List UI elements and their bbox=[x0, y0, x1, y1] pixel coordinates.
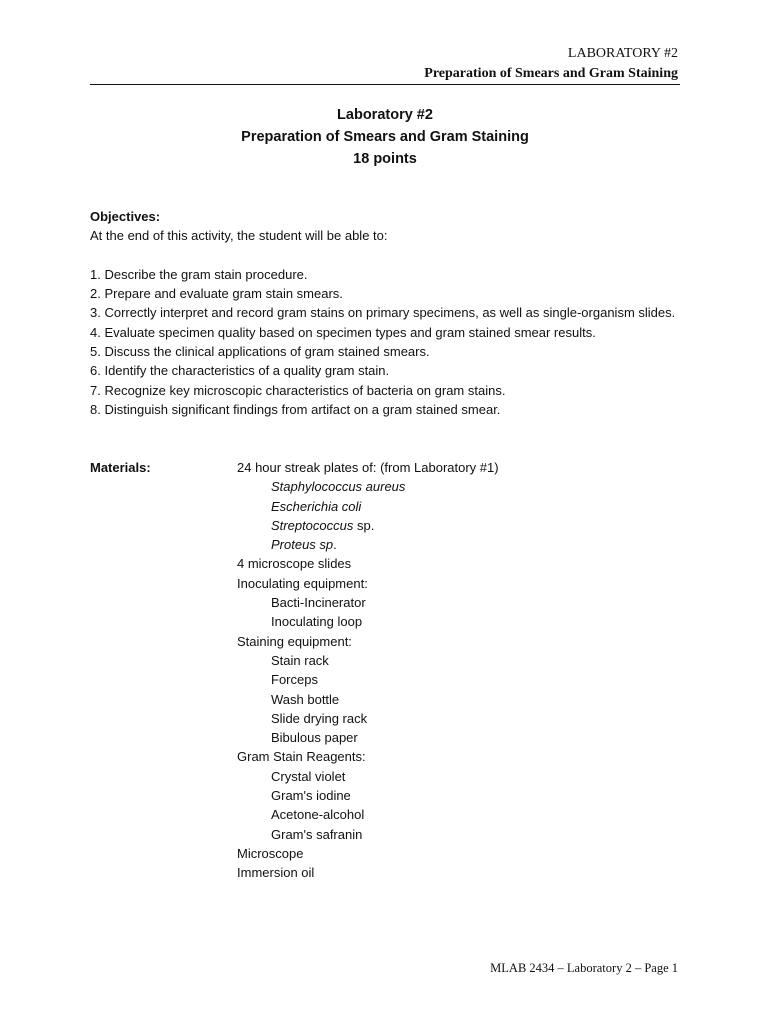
organism-suffix: sp. bbox=[353, 517, 375, 533]
title-points: 18 points bbox=[353, 151, 417, 167]
inoculating-item: Inoculating loop bbox=[271, 614, 363, 630]
page-footer: MLAB 2434 – Laboratory 2 – Page 1 bbox=[490, 961, 678, 975]
objective-item: 5. Discuss the clinical applications of gram stained smears. bbox=[90, 344, 430, 360]
header-rule bbox=[90, 84, 680, 85]
title-block bbox=[90, 104, 680, 170]
header-lab-number: LABORATORY #2 bbox=[567, 46, 678, 61]
organism-item bbox=[237, 477, 677, 496]
objective-item: 2. Prepare and evaluate gram stain smears. bbox=[90, 286, 343, 302]
organism-suffix: . bbox=[333, 537, 337, 553]
slides-item: 4 microscope slides bbox=[237, 556, 352, 572]
objectives-section bbox=[90, 207, 690, 419]
reagent-item: Gram's safranin bbox=[271, 826, 363, 842]
streak-plates-item: 24 hour streak plates of: (from Laboratory #1) bbox=[237, 460, 499, 475]
immersion-oil-item: Immersion oil bbox=[237, 865, 315, 881]
objective-item: 1. Describe the gram stain procedure. bbox=[90, 266, 308, 282]
reagent-item: Crystal violet bbox=[271, 768, 346, 784]
organism-item bbox=[237, 497, 677, 516]
running-header bbox=[424, 44, 678, 84]
organism-item bbox=[237, 535, 677, 554]
organism-name: Streptococcus bbox=[271, 517, 354, 533]
staining-item: Wash bottle bbox=[271, 691, 340, 707]
title-lab-name: Preparation of Smears and Gram Staining bbox=[241, 129, 529, 145]
objective-item: 8. Distinguish significant findings from artifact on a gram stained smear. bbox=[90, 401, 501, 417]
organism-name: Staphylococcus aureus bbox=[271, 479, 406, 495]
materials-label: Materials: bbox=[90, 460, 151, 475]
reagents-heading: Gram Stain Reagents: bbox=[237, 749, 366, 765]
materials-list bbox=[237, 458, 677, 883]
organism-name: Escherichia coli bbox=[271, 498, 362, 514]
objective-item: 4. Evaluate specimen quality based on specimen types and gram stained smear results. bbox=[90, 324, 596, 340]
microscope-item: Microscope bbox=[237, 845, 304, 861]
spacer bbox=[90, 246, 690, 265]
objective-item: 6. Identify the characteristics of a quality gram stain. bbox=[90, 363, 390, 379]
staining-item: Stain rack bbox=[271, 652, 329, 668]
inoculating-item: Bacti-Incinerator bbox=[271, 595, 366, 611]
staining-item: Forceps bbox=[271, 672, 318, 688]
inoculating-heading: Inoculating equipment: bbox=[237, 575, 368, 591]
title-lab-number: Laboratory #2 bbox=[337, 107, 433, 123]
organism-name: Proteus sp bbox=[271, 537, 334, 553]
objective-item: 7. Recognize key microscopic characteristics of bacteria on gram stains. bbox=[90, 382, 506, 398]
reagent-item: Acetone-alcohol bbox=[271, 807, 365, 823]
objective-item: 3. Correctly interpret and record gram stains on primary specimens, as well as single-organism slides. bbox=[90, 305, 676, 321]
objectives-intro: At the end of this activity, the student will be able to: bbox=[90, 228, 388, 244]
organism-item bbox=[237, 516, 677, 535]
header-lab-title: Preparation of Smears and Gram Staining bbox=[424, 66, 678, 81]
objectives-heading: Objectives: bbox=[90, 209, 161, 224]
staining-item: Slide drying rack bbox=[271, 710, 368, 726]
staining-heading: Staining equipment: bbox=[237, 633, 352, 649]
staining-item: Bibulous paper bbox=[271, 730, 358, 746]
reagent-item: Gram's iodine bbox=[271, 788, 351, 804]
